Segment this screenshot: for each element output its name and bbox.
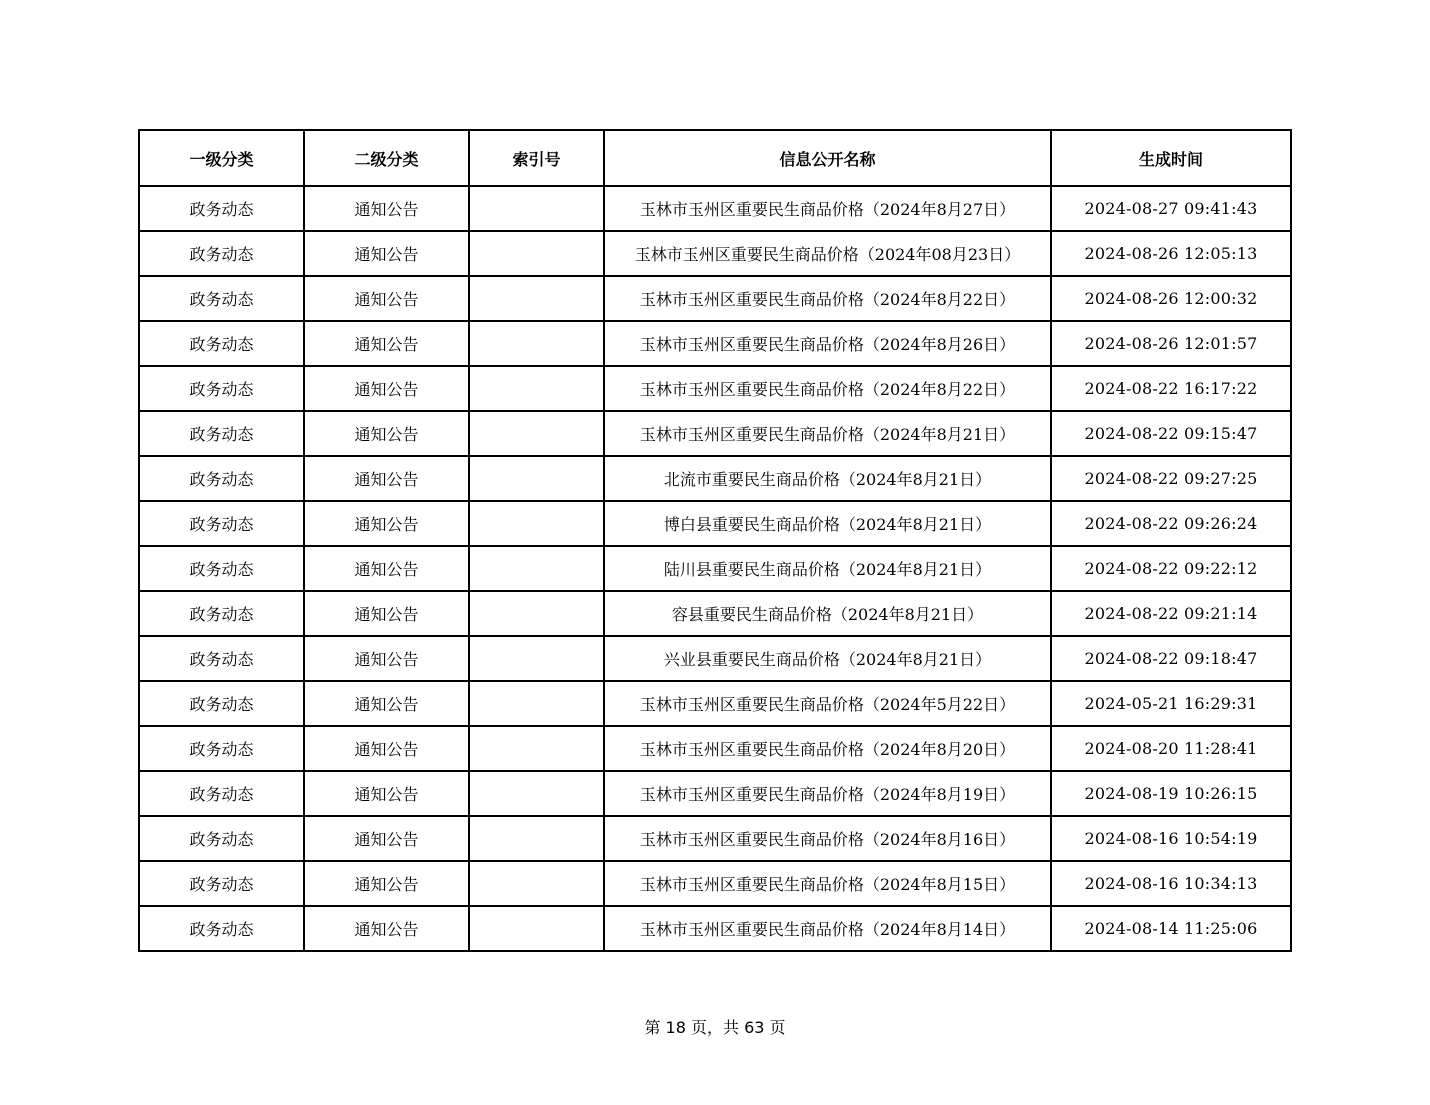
level1-category-cell: 政务动态	[139, 816, 304, 861]
total-pages-number: 63	[744, 1018, 765, 1037]
generated-time-cell: 2024-08-26 12:05:13	[1051, 231, 1291, 276]
disclosure-name-cell: 陆川县重要民生商品价格（2024年8月21日）	[604, 546, 1051, 591]
level2-category-cell: 通知公告	[304, 231, 469, 276]
level1-category-cell: 政务动态	[139, 861, 304, 906]
index-number-cell	[469, 276, 604, 321]
level2-category-cell: 通知公告	[304, 276, 469, 321]
generated-time-cell: 2024-08-20 11:28:41	[1051, 726, 1291, 771]
index-number-cell	[469, 456, 604, 501]
level2-category-cell: 通知公告	[304, 816, 469, 861]
table-row	[139, 321, 1291, 366]
generated-time-cell: 2024-08-14 11:25:06	[1051, 906, 1291, 951]
level1-category-cell: 政务动态	[139, 456, 304, 501]
generated-time-cell: 2024-08-26 12:00:32	[1051, 276, 1291, 321]
header-index-number: 索引号	[469, 130, 604, 186]
disclosure-name-cell: 玉林市玉州区重要民生商品价格（2024年8月16日）	[604, 816, 1051, 861]
disclosure-name-cell: 容县重要民生商品价格（2024年8月21日）	[604, 591, 1051, 636]
level1-category-cell: 政务动态	[139, 366, 304, 411]
disclosure-name-cell: 玉林市玉州区重要民生商品价格（2024年8月21日）	[604, 411, 1051, 456]
table-row	[139, 456, 1291, 501]
generated-time-cell: 2024-08-22 09:26:24	[1051, 501, 1291, 546]
index-number-cell	[469, 546, 604, 591]
current-page-number: 18	[665, 1018, 686, 1037]
level1-category-cell: 政务动态	[139, 591, 304, 636]
footer-middle: 页，共	[685, 1018, 745, 1037]
level1-category-cell: 政务动态	[139, 186, 304, 231]
level1-category-cell: 政务动态	[139, 231, 304, 276]
table-row	[139, 906, 1291, 951]
table-row	[139, 681, 1291, 726]
index-number-cell	[469, 321, 604, 366]
generated-time-cell: 2024-08-22 09:27:25	[1051, 456, 1291, 501]
generated-time-cell: 2024-08-22 09:21:14	[1051, 591, 1291, 636]
disclosure-name-cell: 玉林市玉州区重要民生商品价格（2024年8月22日）	[604, 366, 1051, 411]
index-number-cell	[469, 636, 604, 681]
table-row	[139, 366, 1291, 411]
disclosure-name-cell: 玉林市玉州区重要民生商品价格（2024年8月26日）	[604, 321, 1051, 366]
table-row	[139, 186, 1291, 231]
level2-category-cell: 通知公告	[304, 546, 469, 591]
disclosure-name-cell: 玉林市玉州区重要民生商品价格（2024年8月14日）	[604, 906, 1051, 951]
generated-time-cell: 2024-05-21 16:29:31	[1051, 681, 1291, 726]
index-number-cell	[469, 771, 604, 816]
index-number-cell	[469, 726, 604, 771]
footer-prefix: 第	[644, 1018, 666, 1037]
disclosure-name-cell: 玉林市玉州区重要民生商品价格（2024年8月19日）	[604, 771, 1051, 816]
generated-time-cell: 2024-08-16 10:34:13	[1051, 861, 1291, 906]
table-row	[139, 546, 1291, 591]
level2-category-cell: 通知公告	[304, 501, 469, 546]
generated-time-cell: 2024-08-22 09:18:47	[1051, 636, 1291, 681]
generated-time-cell: 2024-08-22 09:15:47	[1051, 411, 1291, 456]
disclosure-name-cell: 北流市重要民生商品价格（2024年8月21日）	[604, 456, 1051, 501]
index-number-cell	[469, 231, 604, 276]
index-number-cell	[469, 681, 604, 726]
level1-category-cell: 政务动态	[139, 276, 304, 321]
index-number-cell	[469, 366, 604, 411]
generated-time-cell: 2024-08-19 10:26:15	[1051, 771, 1291, 816]
level2-category-cell: 通知公告	[304, 726, 469, 771]
level1-category-cell: 政务动态	[139, 501, 304, 546]
level1-category-cell: 政务动态	[139, 636, 304, 681]
page-footer	[0, 1015, 1430, 1038]
footer-suffix: 页	[764, 1018, 786, 1037]
info-disclosure-table	[138, 129, 1292, 952]
disclosure-name-cell: 博白县重要民生商品价格（2024年8月21日）	[604, 501, 1051, 546]
level2-category-cell: 通知公告	[304, 321, 469, 366]
table-row	[139, 276, 1291, 321]
index-number-cell	[469, 906, 604, 951]
level2-category-cell: 通知公告	[304, 906, 469, 951]
level2-category-cell: 通知公告	[304, 366, 469, 411]
level2-category-cell: 通知公告	[304, 861, 469, 906]
index-number-cell	[469, 861, 604, 906]
level2-category-cell: 通知公告	[304, 771, 469, 816]
table-body	[139, 186, 1291, 951]
level1-category-cell: 政务动态	[139, 681, 304, 726]
disclosure-name-cell: 玉林市玉州区重要民生商品价格（2024年8月20日）	[604, 726, 1051, 771]
disclosure-name-cell: 玉林市玉州区重要民生商品价格（2024年8月15日）	[604, 861, 1051, 906]
header-level2-category: 二级分类	[304, 130, 469, 186]
index-number-cell	[469, 816, 604, 861]
level2-category-cell: 通知公告	[304, 411, 469, 456]
level2-category-cell: 通知公告	[304, 456, 469, 501]
level1-category-cell: 政务动态	[139, 411, 304, 456]
disclosure-name-cell: 玉林市玉州区重要民生商品价格（2024年5月22日）	[604, 681, 1051, 726]
table-row	[139, 231, 1291, 276]
level2-category-cell: 通知公告	[304, 186, 469, 231]
disclosure-name-cell: 玉林市玉州区重要民生商品价格（2024年08月23日）	[604, 231, 1051, 276]
header-level1-category: 一级分类	[139, 130, 304, 186]
table-row	[139, 411, 1291, 456]
table-row	[139, 591, 1291, 636]
index-number-cell	[469, 186, 604, 231]
generated-time-cell: 2024-08-16 10:54:19	[1051, 816, 1291, 861]
header-generated-time: 生成时间	[1051, 130, 1291, 186]
index-number-cell	[469, 501, 604, 546]
table-row	[139, 861, 1291, 906]
disclosure-name-cell: 玉林市玉州区重要民生商品价格（2024年8月27日）	[604, 186, 1051, 231]
generated-time-cell: 2024-08-26 12:01:57	[1051, 321, 1291, 366]
level1-category-cell: 政务动态	[139, 546, 304, 591]
level1-category-cell: 政务动态	[139, 321, 304, 366]
generated-time-cell: 2024-08-22 09:22:12	[1051, 546, 1291, 591]
disclosure-name-cell: 兴业县重要民生商品价格（2024年8月21日）	[604, 636, 1051, 681]
table-row	[139, 636, 1291, 681]
level1-category-cell: 政务动态	[139, 906, 304, 951]
level2-category-cell: 通知公告	[304, 636, 469, 681]
level1-category-cell: 政务动态	[139, 726, 304, 771]
level2-category-cell: 通知公告	[304, 591, 469, 636]
header-disclosure-name: 信息公开名称	[604, 130, 1051, 186]
table-row	[139, 726, 1291, 771]
generated-time-cell: 2024-08-22 16:17:22	[1051, 366, 1291, 411]
index-number-cell	[469, 411, 604, 456]
level2-category-cell: 通知公告	[304, 681, 469, 726]
table-header-row	[139, 130, 1291, 186]
table-row	[139, 501, 1291, 546]
level1-category-cell: 政务动态	[139, 771, 304, 816]
generated-time-cell: 2024-08-27 09:41:43	[1051, 186, 1291, 231]
table-row	[139, 816, 1291, 861]
disclosure-name-cell: 玉林市玉州区重要民生商品价格（2024年8月22日）	[604, 276, 1051, 321]
index-number-cell	[469, 591, 604, 636]
table-row	[139, 771, 1291, 816]
